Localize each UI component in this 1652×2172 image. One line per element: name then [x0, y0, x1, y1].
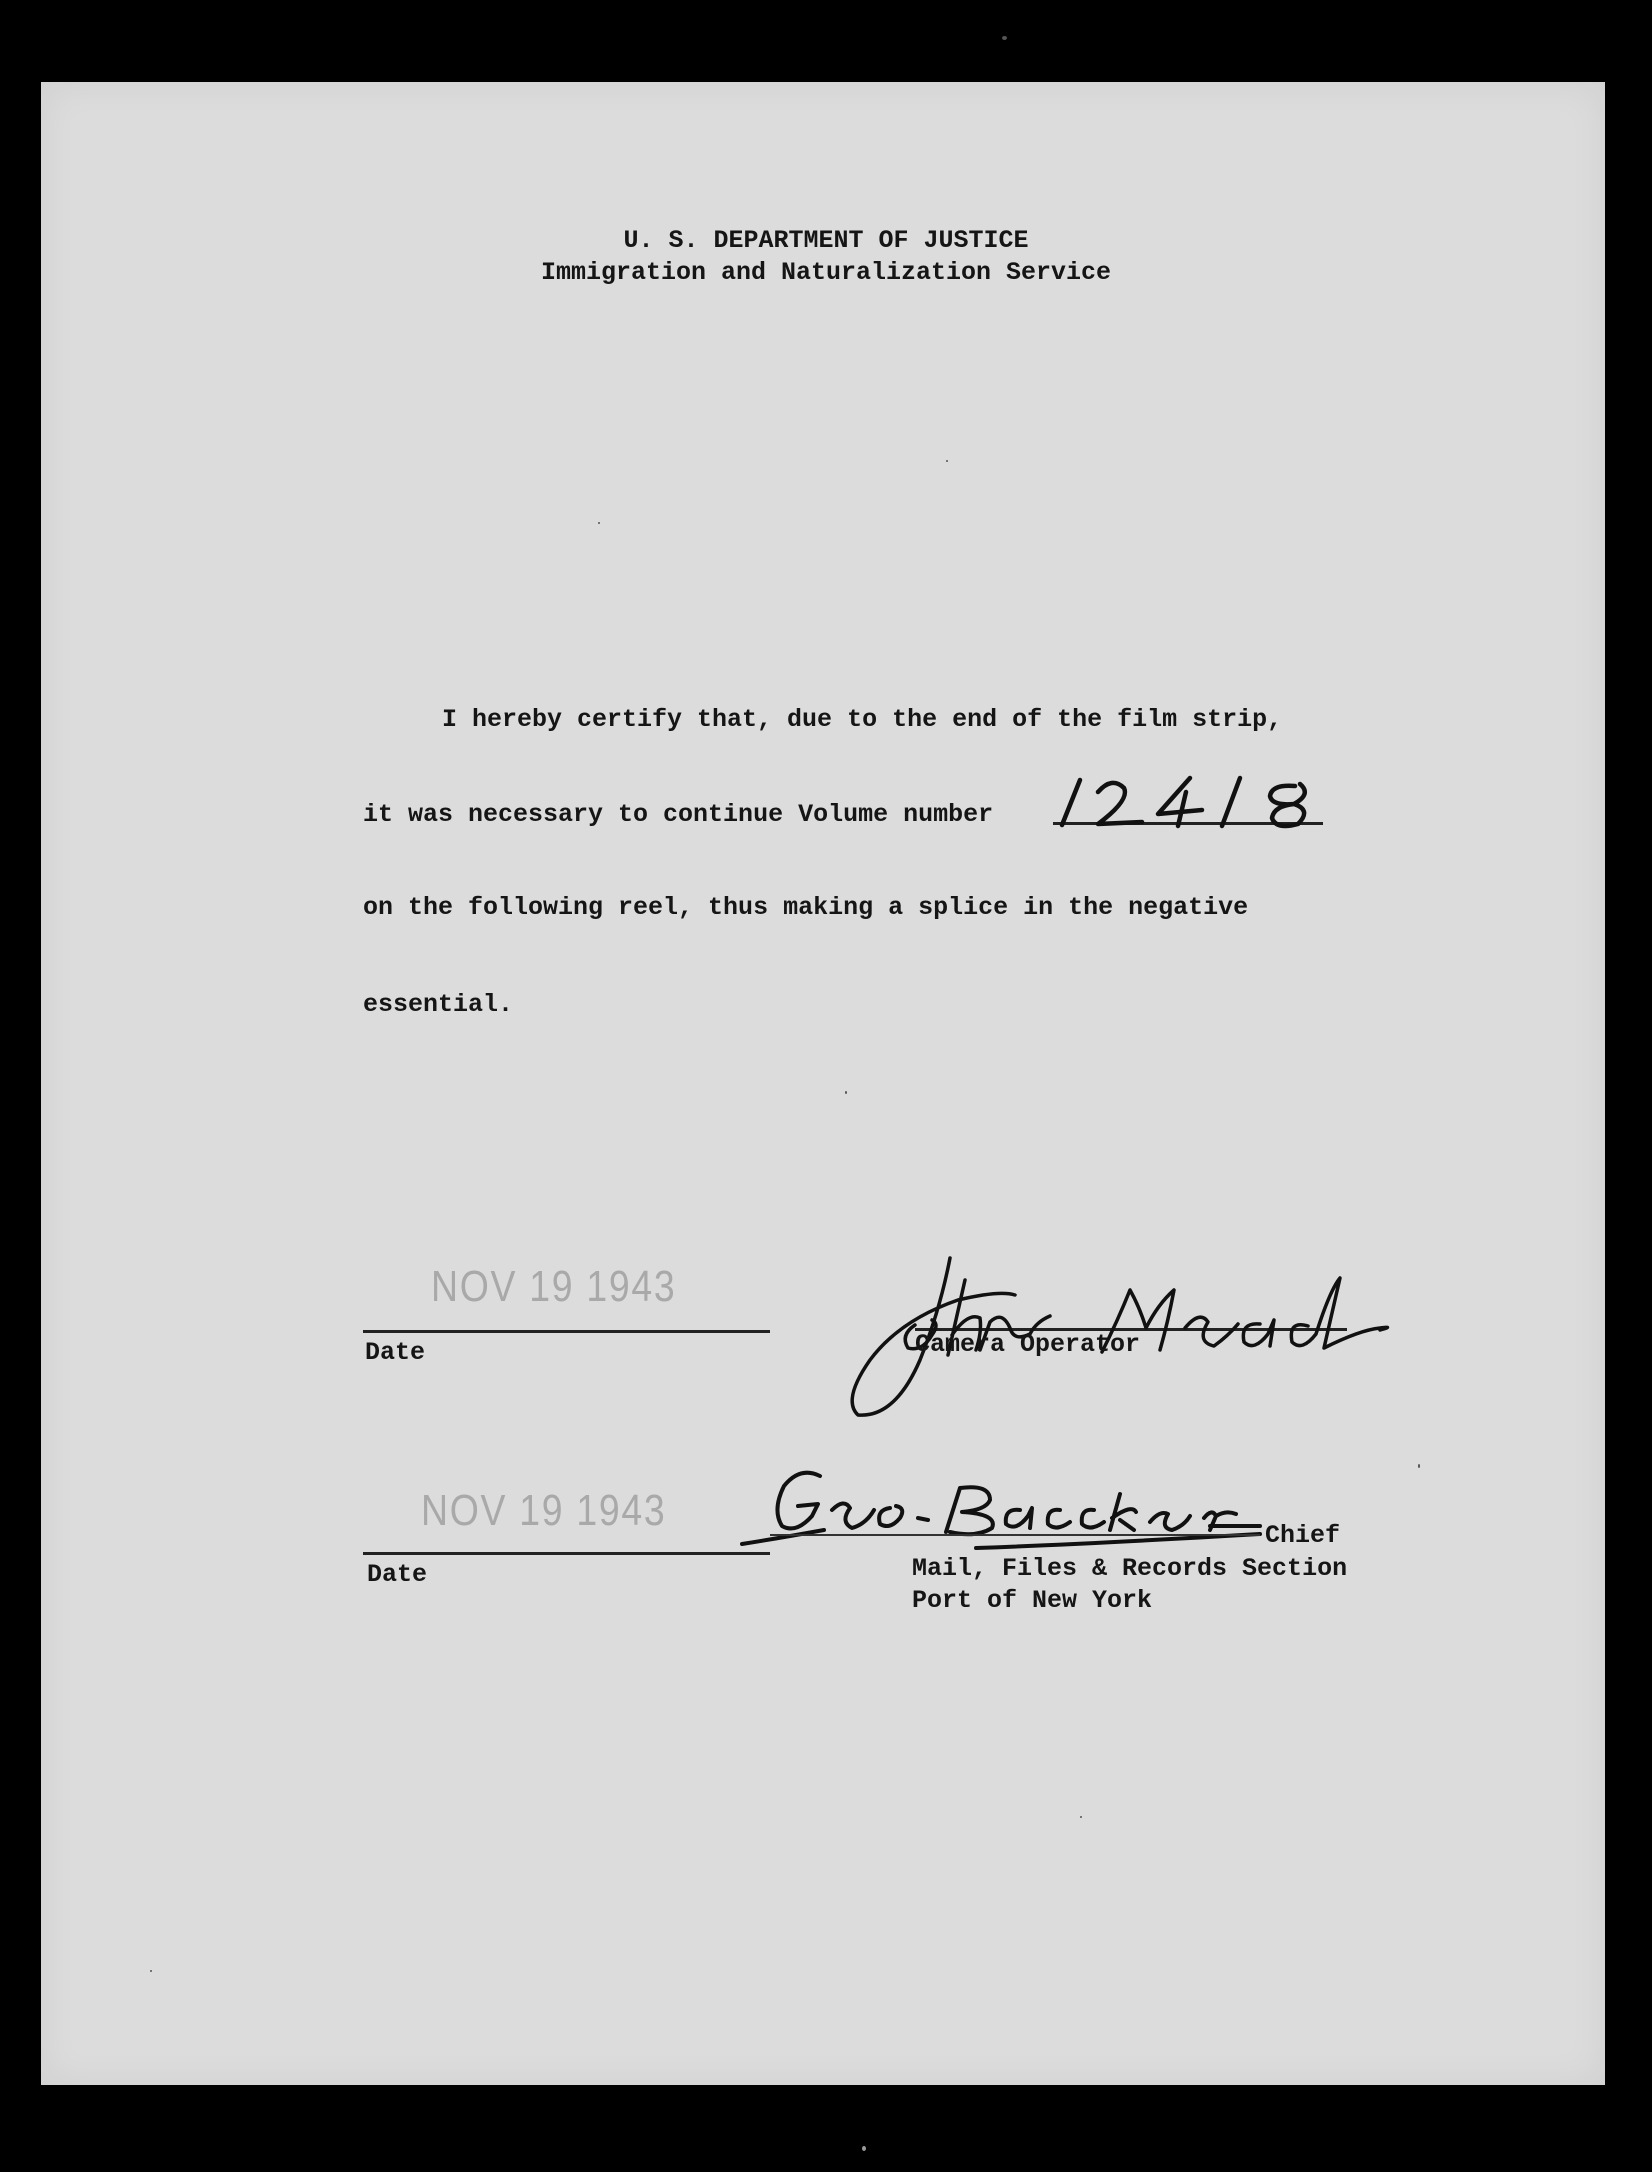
camera-operator-title: Camera Operator	[915, 1330, 1141, 1359]
signature-line-2	[770, 1534, 1260, 1536]
header-service: Immigration and Naturalization Service	[540, 258, 1112, 287]
date-label-1: Date	[365, 1338, 426, 1367]
section-name: Mail, Files & Records Section	[912, 1554, 1348, 1583]
dust-speck	[598, 522, 600, 524]
dust-speck	[1080, 1816, 1082, 1818]
date-label-2: Date	[367, 1560, 428, 1589]
chief-signature	[740, 1458, 1300, 1558]
dust-speck	[845, 1091, 847, 1094]
volume-number-handwriting	[1050, 770, 1340, 835]
port-location: Port of New York	[912, 1586, 1153, 1615]
body-line-1: I hereby certify that, due to the end of the film strip,	[442, 705, 1283, 734]
date-stamp-1: NOV 19 1943	[431, 1262, 677, 1311]
body-line-3: on the following reel, thus making a splice in the negative	[363, 893, 1249, 922]
chief-title: Chief	[1265, 1521, 1341, 1550]
date-stamp-2: NOV 19 1943	[421, 1486, 667, 1535]
dust-speck	[862, 2146, 866, 2151]
dust-speck	[1418, 1464, 1420, 1468]
date-line-1	[363, 1330, 770, 1333]
dust-speck	[1002, 36, 1007, 40]
date-line-2	[363, 1552, 770, 1555]
dust-speck	[946, 460, 948, 462]
body-line-4: essential.	[363, 990, 514, 1019]
dust-speck	[150, 1970, 152, 1972]
header-department: U. S. DEPARTMENT OF JUSTICE	[623, 226, 1029, 255]
body-line-2: it was necessary to continue Volume number	[363, 800, 994, 829]
document-page	[41, 82, 1605, 2085]
